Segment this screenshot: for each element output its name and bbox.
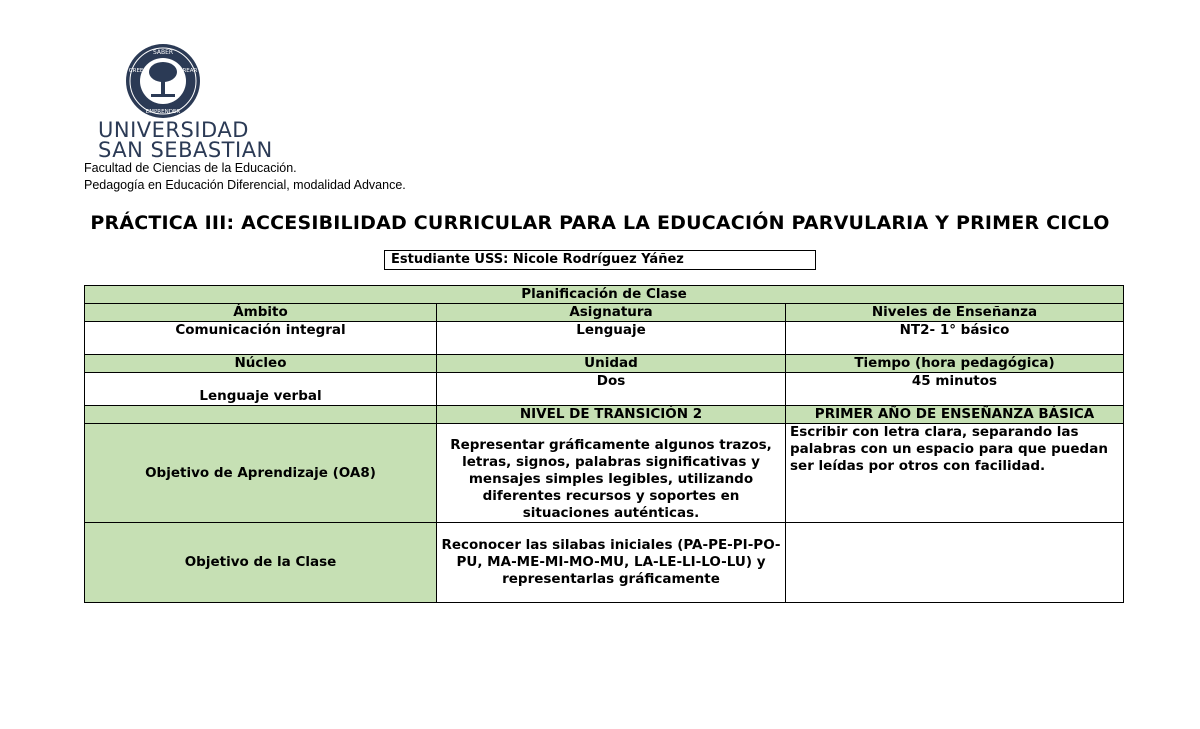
header-empty [85,406,437,424]
header-unidad: Unidad [437,355,786,373]
header-niveles: Niveles de Enseñanza [786,304,1124,322]
program-name: Pedagogía en Educación Diferencial, modalidad Advance. [84,178,406,192]
header-nivel-transicion: NIVEL DE TRANSICIÓN 2 [437,406,786,424]
faculty-name: Facultad de Ciencias de la Educación. [84,161,297,175]
cell-unidad: Dos [437,373,786,406]
cell-tiempo: 45 minutos [786,373,1124,406]
planning-table [84,285,1124,603]
seal-word-emprender: EMPRENDER [145,109,181,115]
header-primer-ano: PRIMER AÑO DE ENSEÑANZA BÁSICA [786,406,1124,424]
header-ambito: Ámbito [85,304,437,322]
oc-basic-text [786,523,1124,603]
table-caption: Planificación de Clase [85,286,1124,304]
header-tiempo: Tiempo (hora pedagógica) [786,355,1124,373]
seal-word-crear: CREAR [178,68,198,74]
cell-niveles: NT2- 1° básico [786,322,1124,355]
header-nucleo: Núcleo [85,355,437,373]
oc-label: Objetivo de la Clase [85,523,437,603]
header-asignatura: Asignatura [437,304,786,322]
seal-word-saber: SABER [152,49,174,56]
document-title: PRÁCTICA III: ACCESIBILIDAD CURRICULAR PARA LA EDUCACIÓN PARVULARIA Y PRIMER CICLO [90,212,1110,234]
university-seal-icon [124,42,202,120]
oa-nt2-text: Representar gráficamente algunos trazos, letras, signos, palabras significativas y mensajes simples legibles, utilizando diferentes recursos y soportes en situaciones auténticas. [437,424,786,523]
oa-basic-text: Escribir con letra clara, separando las palabras con un espacio para que puedan ser leídas por otros con facilidad. [786,424,1124,523]
oc-nt2-text: Reconocer las silabas iniciales (PA-PE-PI-PO-PU, MA-ME-MI-MO-MU, LA-LE-LI-LO-LU) y representarlas gráficamente [437,523,786,603]
seal-word-creer: CREER [128,68,148,74]
faculty-block [84,160,406,194]
university-name-line1: UNIVERSIDAD [98,118,249,142]
cell-ambito: Comunicación integral [85,322,437,355]
oa-label: Objetivo de Aprendizaje (OA8) [85,424,437,523]
university-name-line2: SAN SEBASTIAN [98,138,273,162]
cell-nucleo: Lenguaje verbal [85,373,437,406]
cell-asignatura: Lenguaje [437,322,786,355]
student-box: Estudiante USS: Nicole Rodríguez Yáñez [384,250,816,270]
